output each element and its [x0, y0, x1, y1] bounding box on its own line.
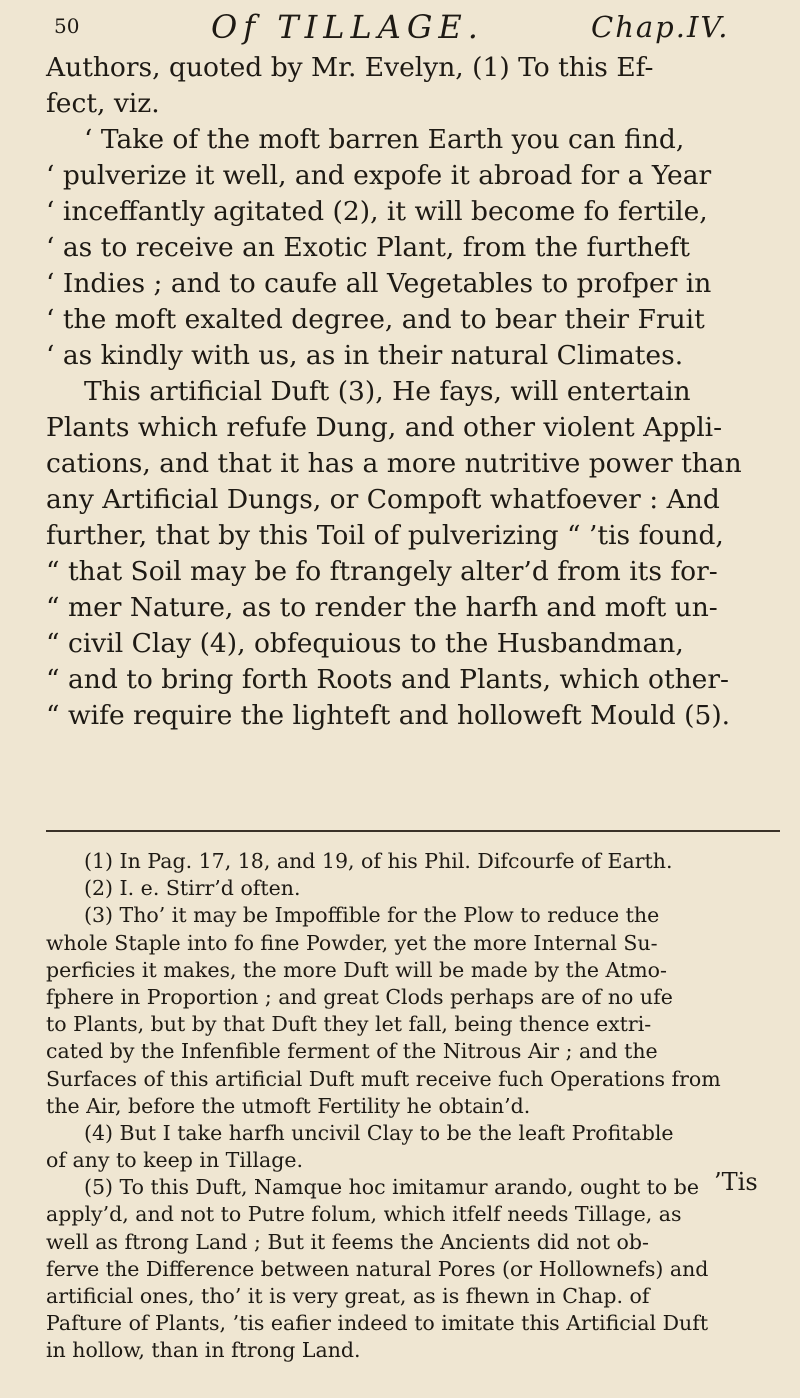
body-line: any Artificial Dungs, or Compoft whatfoever : And	[46, 484, 720, 515]
body-line: Authors, quoted by Mr. Evelyn, (1) To this Ef-	[46, 52, 654, 83]
chapter-heading: Chap.IV.	[591, 10, 730, 44]
footnote-line: (5) To this Duft, Namque hoc imitamur arando, ought to be	[84, 1175, 700, 1200]
body-line: ‘ pulverize it well, and expofe it abroad for a Year	[46, 160, 712, 191]
main-text	[46, 50, 776, 734]
body-line: ‘ Indies ; and to caufe all Vegetables to profper in	[46, 268, 712, 299]
body-line: further, that by this Toil of pulverizing “ ’tis found,	[46, 520, 724, 551]
body-line: “ civil Clay (4), obfequious to the Husbandman,	[46, 628, 684, 659]
catchword: ’Tis	[714, 1168, 758, 1196]
footnote-line: fphere in Proportion ; and great Clods perhaps are of no ufe	[46, 984, 673, 1009]
footnote-line: the Air, before the utmoft Fertility he obtain’d.	[46, 1093, 531, 1118]
footnote-line: (3) Tho’ it may be Impoffible for the Plow to reduce the	[84, 903, 660, 928]
footnote-line: in hollow, than in ftrong Land.	[46, 1338, 361, 1363]
footnote-line: of any to keep in Tillage.	[46, 1148, 304, 1173]
page-header	[46, 8, 776, 48]
footnote-line: (4) But I take harfh uncivil Clay to be the leaft Profitable	[84, 1120, 674, 1145]
footnotes	[46, 848, 786, 1365]
body-line: This artificial Duft (3), He fays, will entertain	[84, 376, 691, 407]
body-line: ‘ the moft exalted degree, and to bear their Fruit	[46, 304, 705, 335]
body-line: ‘ Take of the moft barren Earth you can find,	[84, 124, 685, 155]
footnote-rule	[46, 830, 780, 832]
body-line: “ that Soil may be fo ftrangely alter’d from its for-	[46, 556, 718, 587]
body-line: “ mer Nature, as to render the harfh and moft un-	[46, 592, 718, 623]
footnote-line: (1) In Pag. 17, 18, and 19, of his Phil. Difcourfe of Earth.	[84, 849, 673, 873]
footnote-line: cated by the Infenfible ferment of the Nitrous Air ; and the	[46, 1039, 658, 1064]
body-line: cations, and that it has a more nutritive power than	[46, 448, 742, 479]
footnote-line: well as ftrong Land ; But it feems the Ancients did not ob-	[46, 1229, 649, 1254]
footnote-line: perficies it makes, the more Duft will be made by the Atmo-	[46, 957, 667, 982]
footnote-line: apply’d, and not to Putre folum, which itfelf needs Tillage, as	[46, 1202, 682, 1227]
footnote-line: (2) I. e. Stirr’d often.	[84, 876, 301, 901]
body-line: fect, viz.	[46, 88, 160, 119]
body-line: “ wife require the lighteft and holloweft Mould (5).	[46, 700, 731, 731]
running-title: Of TILLAGE.	[211, 8, 484, 46]
body-line: ‘ as kindly with us, as in their natural Climates.	[46, 340, 684, 371]
body-line: Plants which refufe Dung, and other violent Appli-	[46, 412, 723, 443]
body-line: ‘ as to receive an Exotic Plant, from the furtheft	[46, 232, 690, 263]
body-line: “ and to bring forth Roots and Plants, which other-	[46, 664, 729, 695]
page-number: 50	[54, 14, 80, 38]
footnote-line: artificial ones, tho’ it is very great, as is fhewn in Chap. of	[46, 1284, 650, 1308]
footnote-line: ferve the Difference between natural Pores (or Hollownefs) and	[46, 1256, 709, 1281]
footnote-line: whole Staple into fo fine Powder, yet the more Internal Su-	[46, 930, 658, 955]
footnote-line: Surfaces of this artificial Duft muft receive fuch Operations from	[46, 1066, 721, 1091]
footnote-line: Pafture of Plants, ’tis eafier indeed to imitate this Artificial Duft	[46, 1311, 709, 1336]
body-line: ‘ inceffantly agitated (2), it will become fo fertile,	[46, 196, 708, 227]
footnote-line: to Plants, but by that Duft they let fall, being thence extri-	[46, 1012, 652, 1037]
